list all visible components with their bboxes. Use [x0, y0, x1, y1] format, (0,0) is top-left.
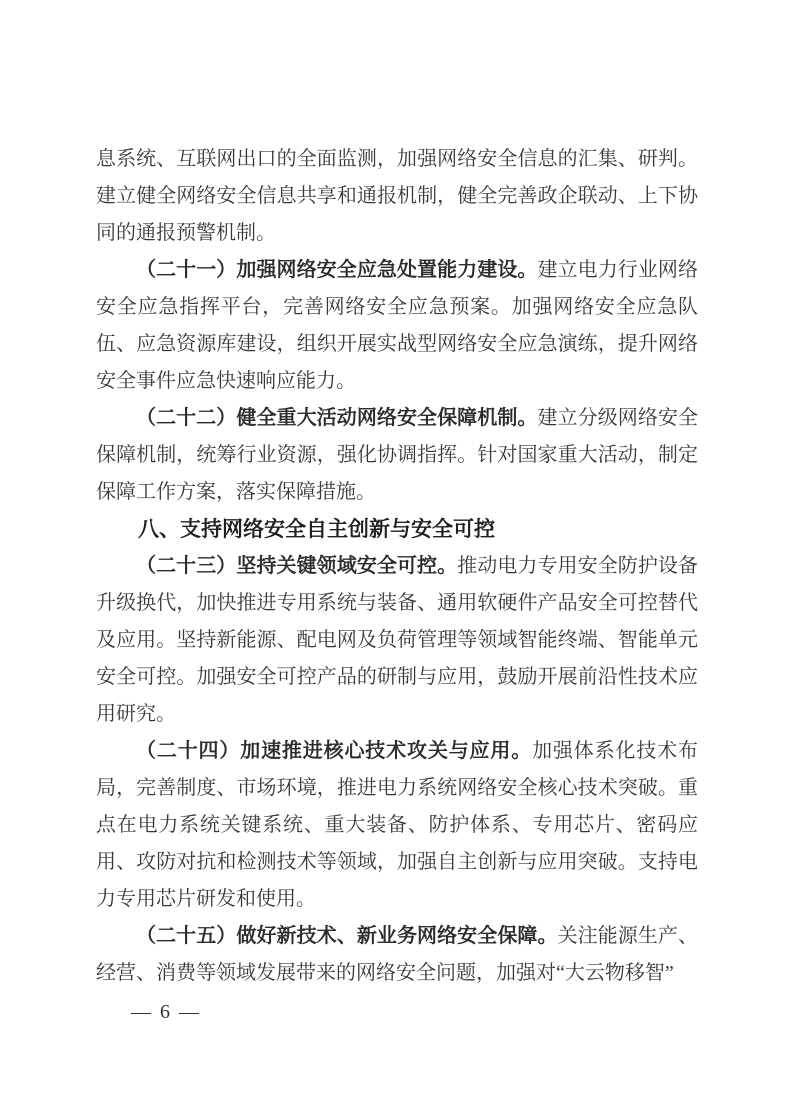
- paragraph-text: 息系统、互联网出口的全面监测，加强网络安全信息的汇集、研判。建立健全网络安全信息共享和通报机制，健全完善政企联动、上下协同的通报预警机制。: [96, 148, 698, 244]
- paragraph-item-22: [96, 400, 698, 511]
- page-number: — 6 —: [131, 1001, 201, 1023]
- section-heading-8: 八、支持网络安全自主创新与安全可控: [138, 518, 495, 541]
- paragraph-lead: （二十五）做好新技术、新业务网络安全保障。: [136, 925, 558, 947]
- paragraph-text: 建立分级网络安全保障机制，统筹行业资源，强化协调指挥。针对国家重大活动，制定保障工作方案，落实保障措施。: [96, 407, 699, 503]
- paragraph-item-25: [96, 918, 698, 992]
- paragraph-item-23: [96, 548, 698, 733]
- paragraph-item-21: [96, 252, 698, 400]
- paragraph-lead: （二十三）坚持关键领域安全可控。: [136, 555, 458, 577]
- paragraph-text: 关注能源生产、经营、消费等领域发展带来的网络安全问题，加强对“大云物移智”: [96, 925, 699, 984]
- paragraph-lead: （二十二）健全重大活动网络安全保障机制。: [136, 407, 538, 429]
- paragraph-item-24: [96, 733, 698, 918]
- paragraph-lead: （二十一）加强网络安全应急处置能力建设。: [136, 259, 538, 281]
- paragraph-lead: （二十四）加速推进核心技术攻关与应用。: [136, 740, 533, 762]
- paragraph-text: 建立电力行业网络安全应急指挥平台，完善网络安全应急预案。加强网络安全应急队伍、应急资源库建设，组织开展实战型网络安全应急演练，提升网络安全事件应急快速响应能力。: [96, 259, 699, 392]
- paragraph-continuation: [96, 141, 698, 252]
- document-content: [96, 141, 698, 992]
- paragraph-text: 推动电力专用安全防护设备升级换代，加快推进专用系统与装备、通用软硬件产品安全可控替代及应用。坚持新能源、配电网及负荷管理等领域智能终端、智能单元安全可控。加强安全可控产品的研制与应用，鼓励开展前沿性技术应用研究。: [96, 555, 699, 725]
- paragraph-text: 加强体系化技术布局，完善制度、市场环境，推进电力系统网络安全核心技术突破。重点在电力系统关键系统、重大装备、防护体系、专用芯片、密码应用、攻防对抗和检测技术等领域，加强自主创新与应用突破。支持电力专用芯片研发和使用。: [96, 740, 699, 910]
